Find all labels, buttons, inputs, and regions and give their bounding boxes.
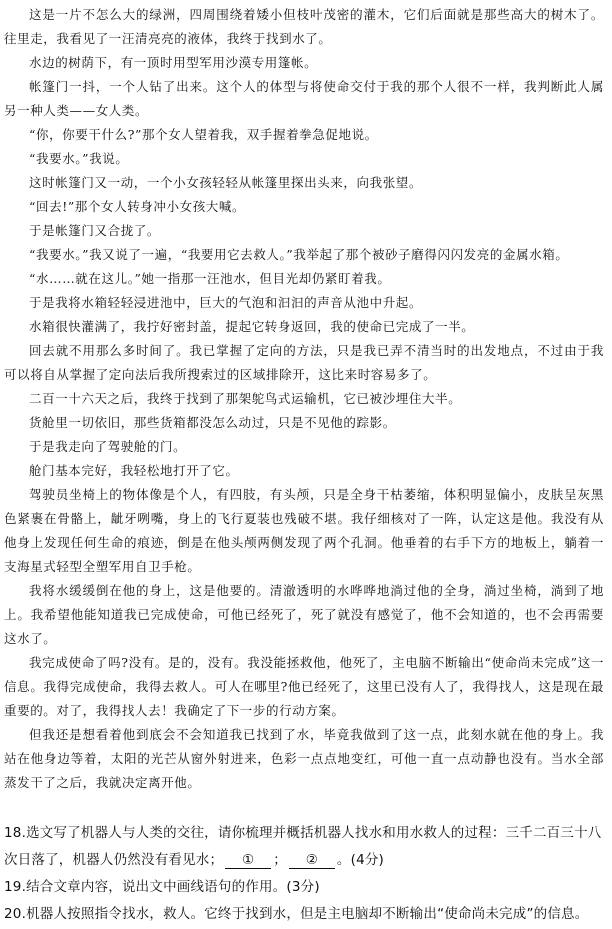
- paragraph-21: 但我还是想看着他到底会不会知道我已找到了水，毕竟我做到了这一点，此刻水就在他的身上。我站在他身边等着，太阳的光芒从窗外射进来，色彩一点点地变红，可他一直一点动静也没有。当水全部蒸发干了之后，我就决定离开他。: [4, 727, 604, 790]
- paragraph-4: “你，你要干什么?”那个女人望着我，双手握着拳急促地说。: [29, 127, 378, 142]
- paragraph-6: 这时帐篷门又一动，一个小女孩轻轻从帐篷里探出头来，向我张望。: [29, 175, 423, 190]
- paragraph-17: 舱门基本完好，我轻松地打开了它。: [29, 463, 239, 478]
- paragraph-12: 水箱很快灌满了，我拧好密封盖，提起它转身返回，我的使命已完成了一半。: [29, 319, 475, 334]
- paragraph-8: 于是帐篷门又合拢了。: [29, 223, 161, 238]
- answer-blank-2[interactable]: ②: [289, 852, 335, 869]
- question-19: 19.结合文章内容，说出文中画线语句的作用。(3分): [4, 879, 320, 895]
- paragraph-5: “我要水。”我说。: [29, 151, 129, 166]
- paragraph-19: 我将水缓缓倒在他的身上，这是他要的。清澈透明的水哗哗地淌过他的全身，淌过坐椅，淌到了地上。我希望他能知道我已完成使命，可他已经死了，死了就没有感觉了，他不会知道的，也不会再需要这水了。: [4, 583, 604, 646]
- paragraph-9: “我要水。”我又说了一遍，“我要用它去救人。”我举起了那个被砂子磨得闪闪发亮的金属水箱。: [29, 247, 569, 262]
- paragraph-18: 驾驶员坐椅上的物体像是个人，有四肢，有头颅，只是全身干枯萎缩，体积明显偏小，皮肤呈灰黑色紧裹在骨骼上，龇牙咧嘴，身上的飞行夏装也残破不堪。我仔细核对了一阵，认定这是他。我没有从他身上发现任何生命的痕迹，倒是在他头颅两侧发现了两个孔洞。他垂着的右手下方的地板上，躺着一支海星式轻型全塑军用自卫手枪。: [4, 487, 604, 574]
- paragraph-20: 我完成使命了吗?没有。是的，没有。我没能拯救他，他死了，主电脑不断输出“使命尚未完成”这一信息。我得完成使命，我得去救人。可人在哪里?他已经死了，这里已没有人了，我得找人，这是现在最重要的。对了，我得找人去！我确定了下一步的行动方案。: [4, 655, 604, 718]
- paragraph-16: 于是我走向了驾驶舱的门。: [29, 439, 187, 454]
- paragraph-11: 于是我将水箱轻轻浸进池中，巨大的气泡和汩汩的声音从池中升起。: [29, 295, 423, 310]
- paragraph-7: “回去!”那个女人转身冲小女孩大喊。: [29, 199, 246, 214]
- question-18-separator: ；: [273, 852, 287, 868]
- question-20: 20.机器人按照指令找水，救人。它终于找到水，但是主电脑却不断输出“使命尚未完成”的信息。: [4, 906, 589, 922]
- paragraph-2: 水边的树荫下，有一顶时用型军用沙漠专用篷帐。: [29, 55, 318, 70]
- question-18-points: 。(4分): [336, 852, 385, 868]
- question-18: [4, 820, 608, 874]
- paragraph-10: “水……就在这儿。”她一指那一汪池水，但目光却仍紧盯着我。: [29, 271, 391, 286]
- question-18-stem: 18.选文写了机器人与人类的交往，请你梳理并概括机器人找水和用水救人的过程：三千二百三十八次日落了，机器人仍然没有看见水；: [4, 825, 602, 868]
- paragraph-3: 帐篷门一抖，一个人钻了出来。这个人的体型与将使命交付于我的那个人很不一样，我判断此人属另一种人类——女人类。: [4, 79, 604, 118]
- paragraph-13: 回去就不用那么多时间了。我已掌握了定向的方法，只是我已弄不清当时的出发地点，不过由于我可以将自从掌握了定向法后我所搜索过的区域排除开，这比来时容易多了。: [4, 343, 604, 382]
- paragraph-14: 二百一十六天之后，我终于找到了那架鸵鸟式运输机，它已被沙埋住大半。: [29, 391, 462, 406]
- paragraph-1: 这是一片不怎么大的绿洲，四周围绕着矮小但枝叶茂密的灌木，它们后面就是那些高大的树木了。往里走，我看见了一汪清亮亮的液体，我终于找到水了。: [4, 7, 604, 46]
- answer-blank-1[interactable]: ①: [225, 852, 271, 869]
- paragraph-15: 货舱里一切依旧，那些货箱都没怎么动过，只是不见他的踪影。: [29, 415, 396, 430]
